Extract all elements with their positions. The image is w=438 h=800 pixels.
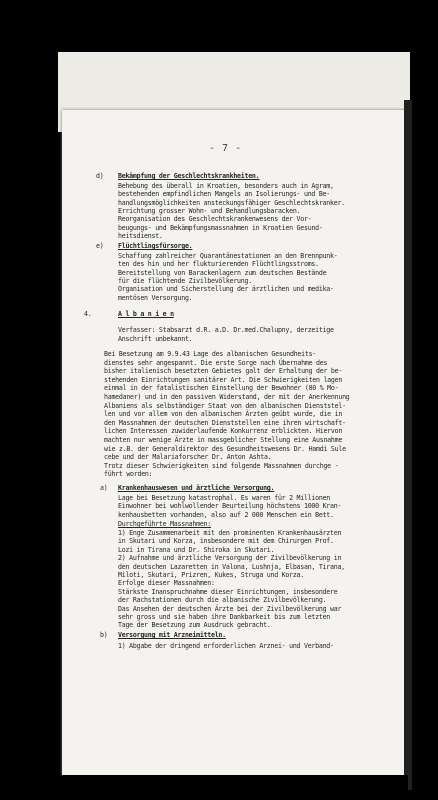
section-a-subtitle: Durchgeführte Massnahmen: [118, 520, 211, 528]
text-line: Errichtung grosser Wohn- und Behandlungsbaracken. [118, 206, 301, 215]
text-line: bisher italienisch besetzten Gebietes galt der Erhaltung der be- [104, 367, 343, 376]
section-a-title: Krankenhauswesen und ärztliche Versorgung. [118, 484, 275, 492]
text-line: einmal in der fatalistischen Einstellung der Bewohner (80 % Mo- [104, 384, 339, 393]
text-line: Lozi in Tirana und Dr. Shiroka in Skutari. [118, 545, 275, 554]
text-line: den deutschen Lazaretten in Valona, Lushnja, Elbasan, Tirana, [118, 562, 345, 571]
text-line: hamedaner) und in den passiven Widerstand, der mit der Anerkennung [104, 393, 350, 401]
viewer-bottom-band [62, 775, 408, 800]
text-line: 2) Aufnahme und ärztliche Versorgung der Zivilbevölkerung in [118, 554, 342, 563]
text-line: führt worden: [104, 470, 153, 479]
text-line: lichen Interessen zuwiderlaufende Konkurrenz erblickten. Hiervon [104, 427, 343, 436]
text-line: Trotz dieser Schwierigkeiten sind folgende Massnahmen durchge - [104, 461, 339, 470]
text-line: 1) Enge Zusammenarbeit mit den prominenten Krankenhausärzten [118, 529, 342, 537]
text-line: Behebung des überall in Kroatien, besonders auch in Agram, [118, 182, 334, 190]
text-line: Das Ansehen der deutschen Ärzte bei der Zivilbevölkerung war [118, 604, 342, 613]
text-line: Reorganisation des Geschlechtskrankenwesens der Vor- [118, 215, 312, 224]
text-line: Miloti, Skutari, Prizren, Kukes, Struga und Korza. [118, 571, 304, 579]
text-line: Anschrift unbekannt. [118, 334, 193, 343]
text-line: machten nur wenige Ärzte in massgeblicher Stellung eine Ausnahme [104, 436, 343, 444]
text-line: der Rachstationen durch die albanische Zivilbevölkerung. [118, 596, 327, 605]
section-a-label: a) [100, 484, 108, 492]
section-b-label: b) [100, 631, 108, 639]
text-line: len und vor allem von den albanischen Ärzten geübt wurde, die in [104, 410, 343, 419]
text-line: dienstes sehr angespannt. Die erste Sorge nach Übernahme des [104, 358, 328, 367]
text-line: Bei Besetzung am 9.9.43 Lage des albanischen Gesundheits- [104, 350, 317, 358]
text-line: handlungsmöglichkeiten ansteckungsfähiger Geschlechtskranker. [118, 198, 345, 207]
text-line: Einwohner bei wohlwollender Beurteilung höchstens 1000 Kran- [118, 502, 342, 511]
text-line: den Massnahmen der deutschen Dienststellen eine ihren wirtschaft- [104, 418, 346, 427]
text-line: Verfasser: Stabsarzt d.R. a.D. Dr.med.Chalupny, derzeitige [118, 326, 334, 334]
section-d-label: d) [96, 172, 104, 180]
text-line: beugungs- und Bekämpfungsmassnahmen in Kroatien Gesund- [118, 223, 323, 232]
text-line: sehr gross und sie haben ihre Dankbarkeit bis zum letzten [118, 613, 331, 621]
text-line: Lage bei Besetzung katastrophal. Es waren für 2 Millionen [118, 494, 331, 502]
text-line: cebe und der Malariaforscher Dr. Anton Ashta. [104, 453, 272, 462]
text-line: Schaffung zahlreicher Quarantänestationen an den Brennpunk- [118, 252, 338, 260]
text-line: Stärkste Inanspruchnahme dieser Einrichtungen, insbesondere [118, 587, 338, 596]
text-line: in Skutari und Korza, insbesondere mit dem Chirurgen Prof. [118, 537, 334, 546]
albania-title: A l b a n i e n [118, 310, 174, 318]
section-d-title: Bekämpfung der Geschlechtskrankheiten. [118, 172, 260, 180]
text-line: Organisation und Sicherstellung der ärztlichen und medika- [118, 285, 334, 294]
page-shadow [404, 100, 412, 790]
text-line: kenhausbetten vorhanden, also auf 2 000 Menschen ein Bett. [118, 510, 334, 519]
text-line: mentösen Versorgung. [118, 293, 193, 302]
text-line: ten des hin und her flukturierenden Flüchtlingsstroms. [118, 260, 319, 269]
page-number: - 7 - [209, 143, 242, 154]
text-line: 1) Abgabe der dringend erforderlichen Arznei- und Verband- [118, 642, 334, 650]
section-4-number: 4. [84, 310, 92, 318]
text-line: Tage der Besetzung zum Ausdruck gebracht. [118, 621, 271, 630]
text-line: heitsdienst. [118, 231, 163, 240]
text-line: für die flüchtende Zivilbevölkerung. [118, 276, 252, 285]
section-b-title: Versorgung mit Arzneimitteln. [118, 631, 226, 639]
text-line: Bereitstellung von Barackenlagern zum deutschen Bestände [118, 268, 327, 277]
text-line: Albaniens als selbständiger Staat von den albanischen Dienststel- [104, 401, 346, 410]
section-e-title: Flüchtlingsfürsorge. [118, 242, 193, 250]
text-line: stehenden Einrichtungen sanitärer Art. Die Schwierigkeiten lagen [104, 375, 343, 384]
text-line: wie z.B. der Generaldirektor des Gesundheitswesens Dr. Hamdi Sule [104, 444, 346, 453]
text-line: Erfolge dieser Massnahmen: [118, 579, 215, 588]
text-line: bestehenden empfindlichen Mangels an Isolierungs- und Be- [118, 190, 331, 199]
section-e-label: e) [96, 242, 104, 250]
